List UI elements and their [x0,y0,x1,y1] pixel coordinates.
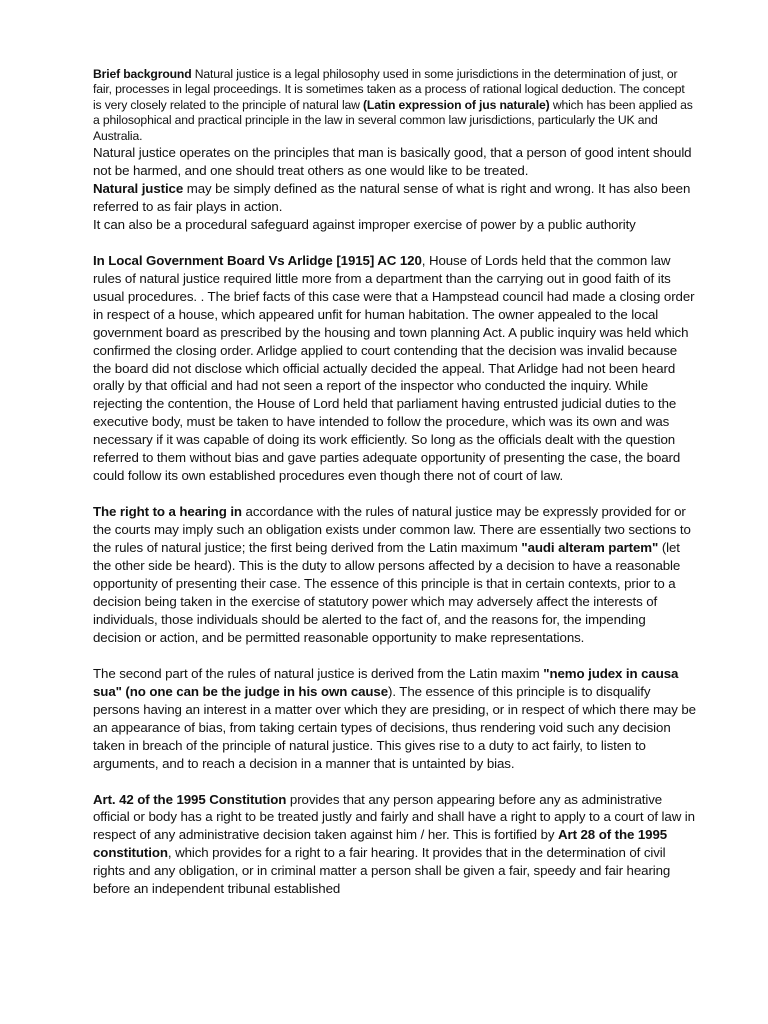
paragraph-gap [93,647,696,665]
bold-segment: Art. 42 of the 1995 Constitution [93,791,287,807]
paragraph-gap [93,485,696,503]
text-segment: may be simply defined as the natural sense of what is right and wrong. It has also been referred to as fair plays in action. [93,180,691,214]
paragraph-nemo-judex [93,665,696,773]
text-segment: (let the other side be heard). This is the duty to allow persons affected by a decision to have a reasonable opportunity of presenting their case. The essence of this principle is that in certain contexts, prior to a decision being taken in the exercise of statutory power which may adversely affect the interests of individuals, those individuals should be alerted to the fact of, and the reasons for, the impending decision or action, and be permitted reasonable opportunity to make representations. [93,540,681,645]
bold-segment: Art 28 of the 1995 constitution [93,827,668,861]
text-segment: The second part of the rules of natural justice is derived from the Latin maxim [93,665,544,681]
bold-segment: Natural justice [93,180,184,196]
paragraph-gap [93,234,696,252]
bold-segment: In Local Government Board Vs Arlidge [1915] AC 120 [93,252,422,268]
text-segment: Natural justice operates on the principles that man is basically good, that a person of good intent should not be harmed, and one should treat others as one would like to be treated. [93,145,692,178]
bold-segment: "nemo judex in causa sua" (no one can be the judge in his own cause [93,665,679,699]
document-page [93,67,696,898]
bold-segment: The right to a hearing in [93,504,242,520]
paragraph-arlidge-case [93,252,696,485]
paragraph-constitution [93,791,696,899]
bold-segment: "audi alteram partem" [521,540,659,556]
text-segment: Natural justice is a legal philosophy used in some jurisdictions in the determination of just, or fair, processes in legal proceedings. It is sometimes taken as a process of rational logical deduction. The concept is very closely related to the principle of natural law [93,67,685,112]
heading-brief-background: Brief background [93,67,192,81]
text-segment: which has been applied as a philosophical and practical principle in the law in several common law jurisdictions, particularly the UK and Australia. [93,97,693,143]
paragraph-brief-background [93,67,696,144]
paragraph-definition [93,180,696,216]
paragraph-gap [93,773,696,791]
text-segment: provides that any person appearing before any as administrative official or body has a right to be treated justly and fairly and shall have a right to apply to a court of law in respect of any administrative decision taken against him / her. This is fortified by [93,791,695,843]
paragraph-right-to-hearing [93,503,696,647]
bold-segment: (Latin expression of jus naturale) [363,97,550,112]
text-segment: ). The essence of this principle is to disqualify persons having an interest in a matter over which they are presiding, or in respect of which there may be an appearance of bias, from taking certain types of decisions, thus rendering void such any decision taken in breach of the principle of natural justice. This gives rise to a duty to act fairly, to listen to arguments, and to reach a decision in a manner that is untainted by bias. [93,683,696,771]
paragraph-safeguard [93,216,696,234]
paragraph-principles [93,144,696,180]
text-segment: accordance with the rules of natural justice may be expressly provided for or the courts may imply such an obligation exists under common law. There are essentially two sections to the rules of natural justice; the first being derived from the Latin maximum [93,504,691,556]
text-segment: , which provides for a right to a fair hearing. It provides that in the determination of civil rights and any obligation, or in criminal matter a person shall be given a fair, speedy and fair hearing before an independent tribunal established [93,845,671,897]
text-segment: , House of Lords held that the common law rules of natural justice required little more from a department than the carrying out in good faith of its usual procedures. . The brief facts of this case were that a Hampstead council had made a closing order in respect of a house, which appeared unfit for human habitation. The owner appealed to the local government board as prescribed by the housing and town planning Act. A public inquiry was held which confirmed the closing order. Arlidge applied to court contending that the decision was invalid because the board did not disclose which official actually decided the appeal. That Arlidge had not been heard orally by that official and had not seen a report of the inspector who conducted the inquiry. While rejecting the contention, the House of Lord held that parliament having entrusted judicial duties to the executive body, must be taken to have intended to follow the procedure, which was its own and was necessary if it was capable of doing its work efficiently. So long as the officials dealt with the question referred to them without bias and gave parties adequate opportunity of presenting the case, the board could follow its own established procedures even though there not of court of law. [93,252,695,484]
text-segment: It can also be a procedural safeguard against improper exercise of power by a public authority [93,216,636,232]
